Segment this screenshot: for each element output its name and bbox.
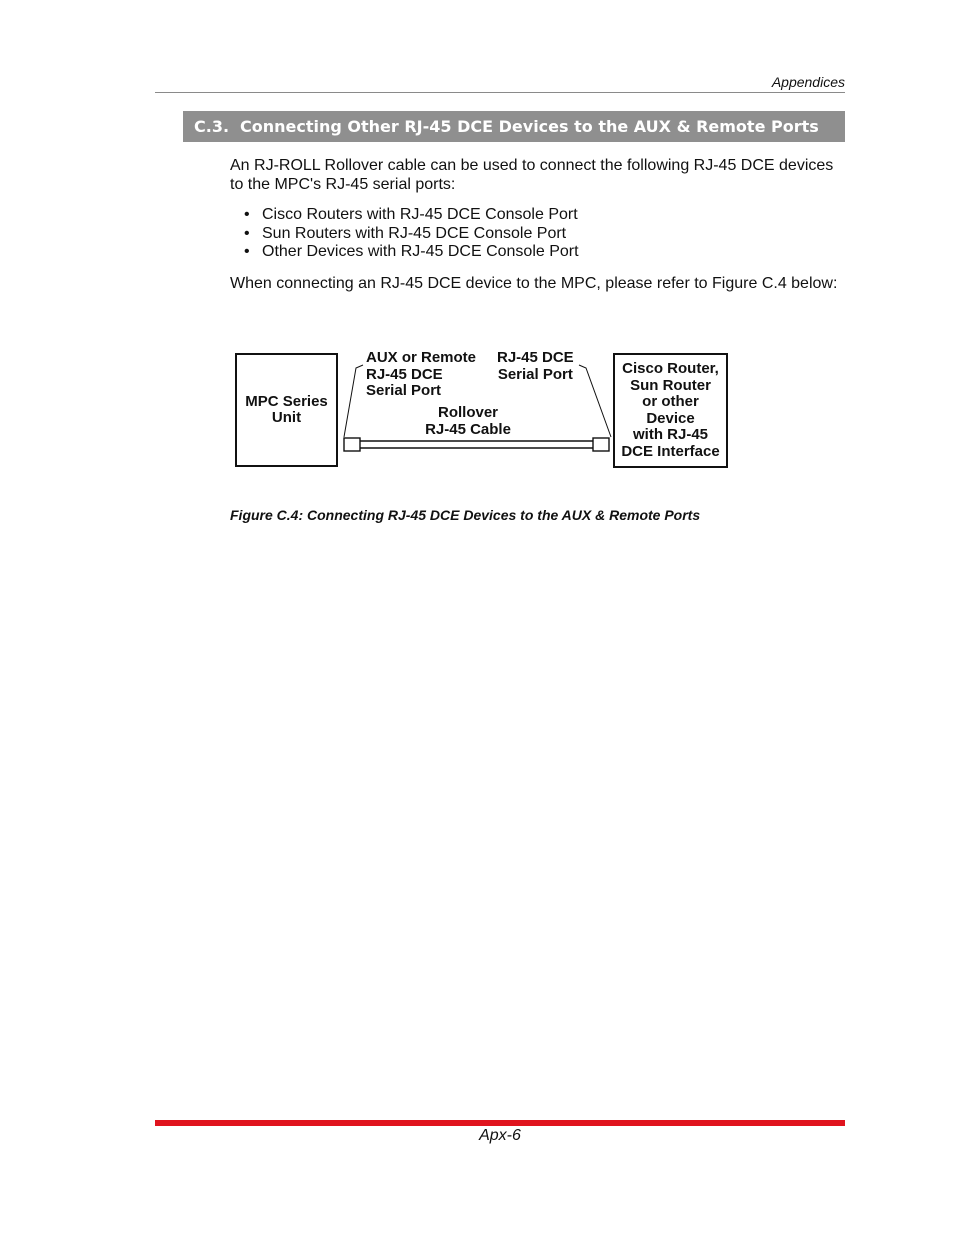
page-number: Apx-6 xyxy=(479,1127,521,1144)
section-title: Connecting Other RJ-45 DCE Devices to the AUX & Remote Ports xyxy=(240,117,819,136)
dce-device-label: Cisco Router, Sun Router or other Device with RJ-45 DCE Interface xyxy=(621,360,720,460)
aux-port-label: AUX or Remote RJ-45 DCE Serial Port xyxy=(366,349,477,399)
list-item: • Sun Routers with RJ-45 DCE Console Port xyxy=(244,224,567,242)
list-item: • Cisco Routers with RJ-45 DCE Console Port xyxy=(244,206,578,223)
section-number: C.3. xyxy=(194,117,230,136)
mpc-unit-box xyxy=(235,353,338,467)
dce-callout-line xyxy=(579,365,611,437)
bullet-icon: • xyxy=(244,206,250,223)
mpc-unit-label: MPC Series Unit xyxy=(245,392,328,426)
device-list xyxy=(244,206,579,262)
figure-caption: Figure C.4: Connecting RJ-45 DCE Devices to the AUX & Remote Ports xyxy=(230,507,701,523)
section-heading xyxy=(183,111,845,142)
refer-paragraph: When connecting an RJ-45 DCE device to the MPC, please refer to Figure C.4 below: xyxy=(230,275,838,292)
list-item: • Other Devices with RJ-45 DCE Console Port xyxy=(244,243,579,260)
intro-paragraph: An RJ-ROLL Rollover cable can be used to connect the following RJ-45 DCE devices to the MPC's RJ-45 serial ports: xyxy=(230,157,834,193)
bullet-icon: • xyxy=(244,243,250,260)
dce-port-label: RJ-45 DCE Serial Port xyxy=(497,349,574,383)
running-header: Appendices xyxy=(155,74,845,93)
cable-label: Rollover RJ-45 Cable xyxy=(425,404,511,438)
left-connector-icon xyxy=(344,438,360,451)
bullet-icon: • xyxy=(244,224,250,242)
aux-callout-line xyxy=(344,365,363,437)
right-connector-icon xyxy=(593,438,609,451)
dce-device-box xyxy=(613,353,728,468)
